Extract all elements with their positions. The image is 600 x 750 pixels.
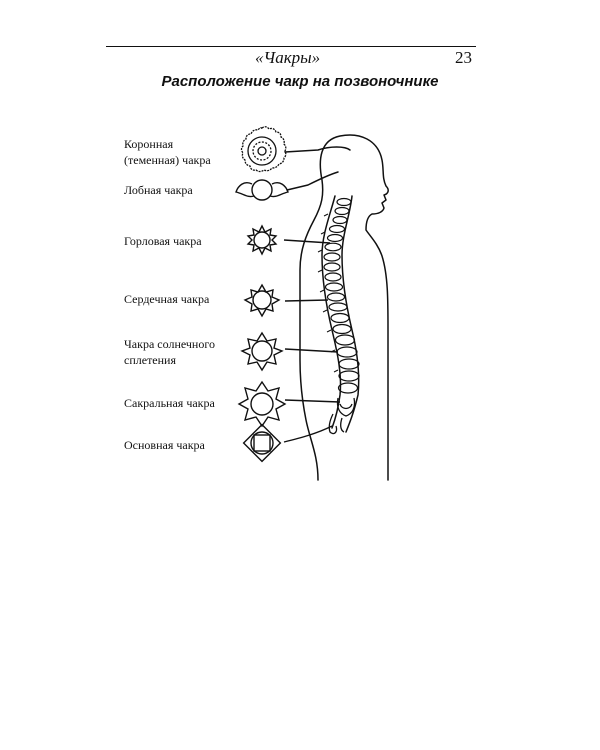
root-chakra-icon — [244, 425, 281, 462]
throat-chakra-icon — [248, 226, 276, 254]
label-throat-line-1: Горловая чакра — [124, 234, 202, 248]
crown-chakra-icon — [242, 127, 286, 172]
label-brow-line-1: Лобная чакра — [124, 183, 193, 197]
label-sacral-line-1: Сакральная чакра — [124, 396, 215, 410]
label-crown-line-2: (теменная) чакра — [124, 153, 211, 167]
brow-line — [287, 172, 338, 190]
label-heart-line-1: Сердечная чакра — [124, 292, 210, 306]
label-solar-line-1: Чакра солнечного — [124, 337, 215, 351]
body-silhouette — [300, 135, 388, 480]
heart-chakra-icon — [245, 285, 279, 316]
heart-line — [285, 300, 328, 301]
sacral-chakra-icon — [239, 382, 285, 426]
sacral-line — [285, 400, 340, 402]
section-title: «Чакры» — [255, 48, 321, 67]
label-crown-line-1: Коронная — [124, 137, 174, 151]
vertebrae — [324, 199, 359, 394]
crown-line — [285, 147, 350, 152]
figure-title: Расположение чакр на позвоночнике — [161, 73, 439, 90]
label-solar-line-2: сплетения — [124, 353, 176, 367]
chakra-connectors — [284, 240, 340, 442]
label-root-line-1: Основная чакра — [124, 438, 205, 452]
sacrum — [329, 398, 354, 434]
page-number: 23 — [455, 48, 472, 67]
brow-chakra-icon — [236, 180, 288, 200]
solar-line — [285, 349, 338, 352]
solar-plexus-chakra-icon — [242, 333, 282, 370]
